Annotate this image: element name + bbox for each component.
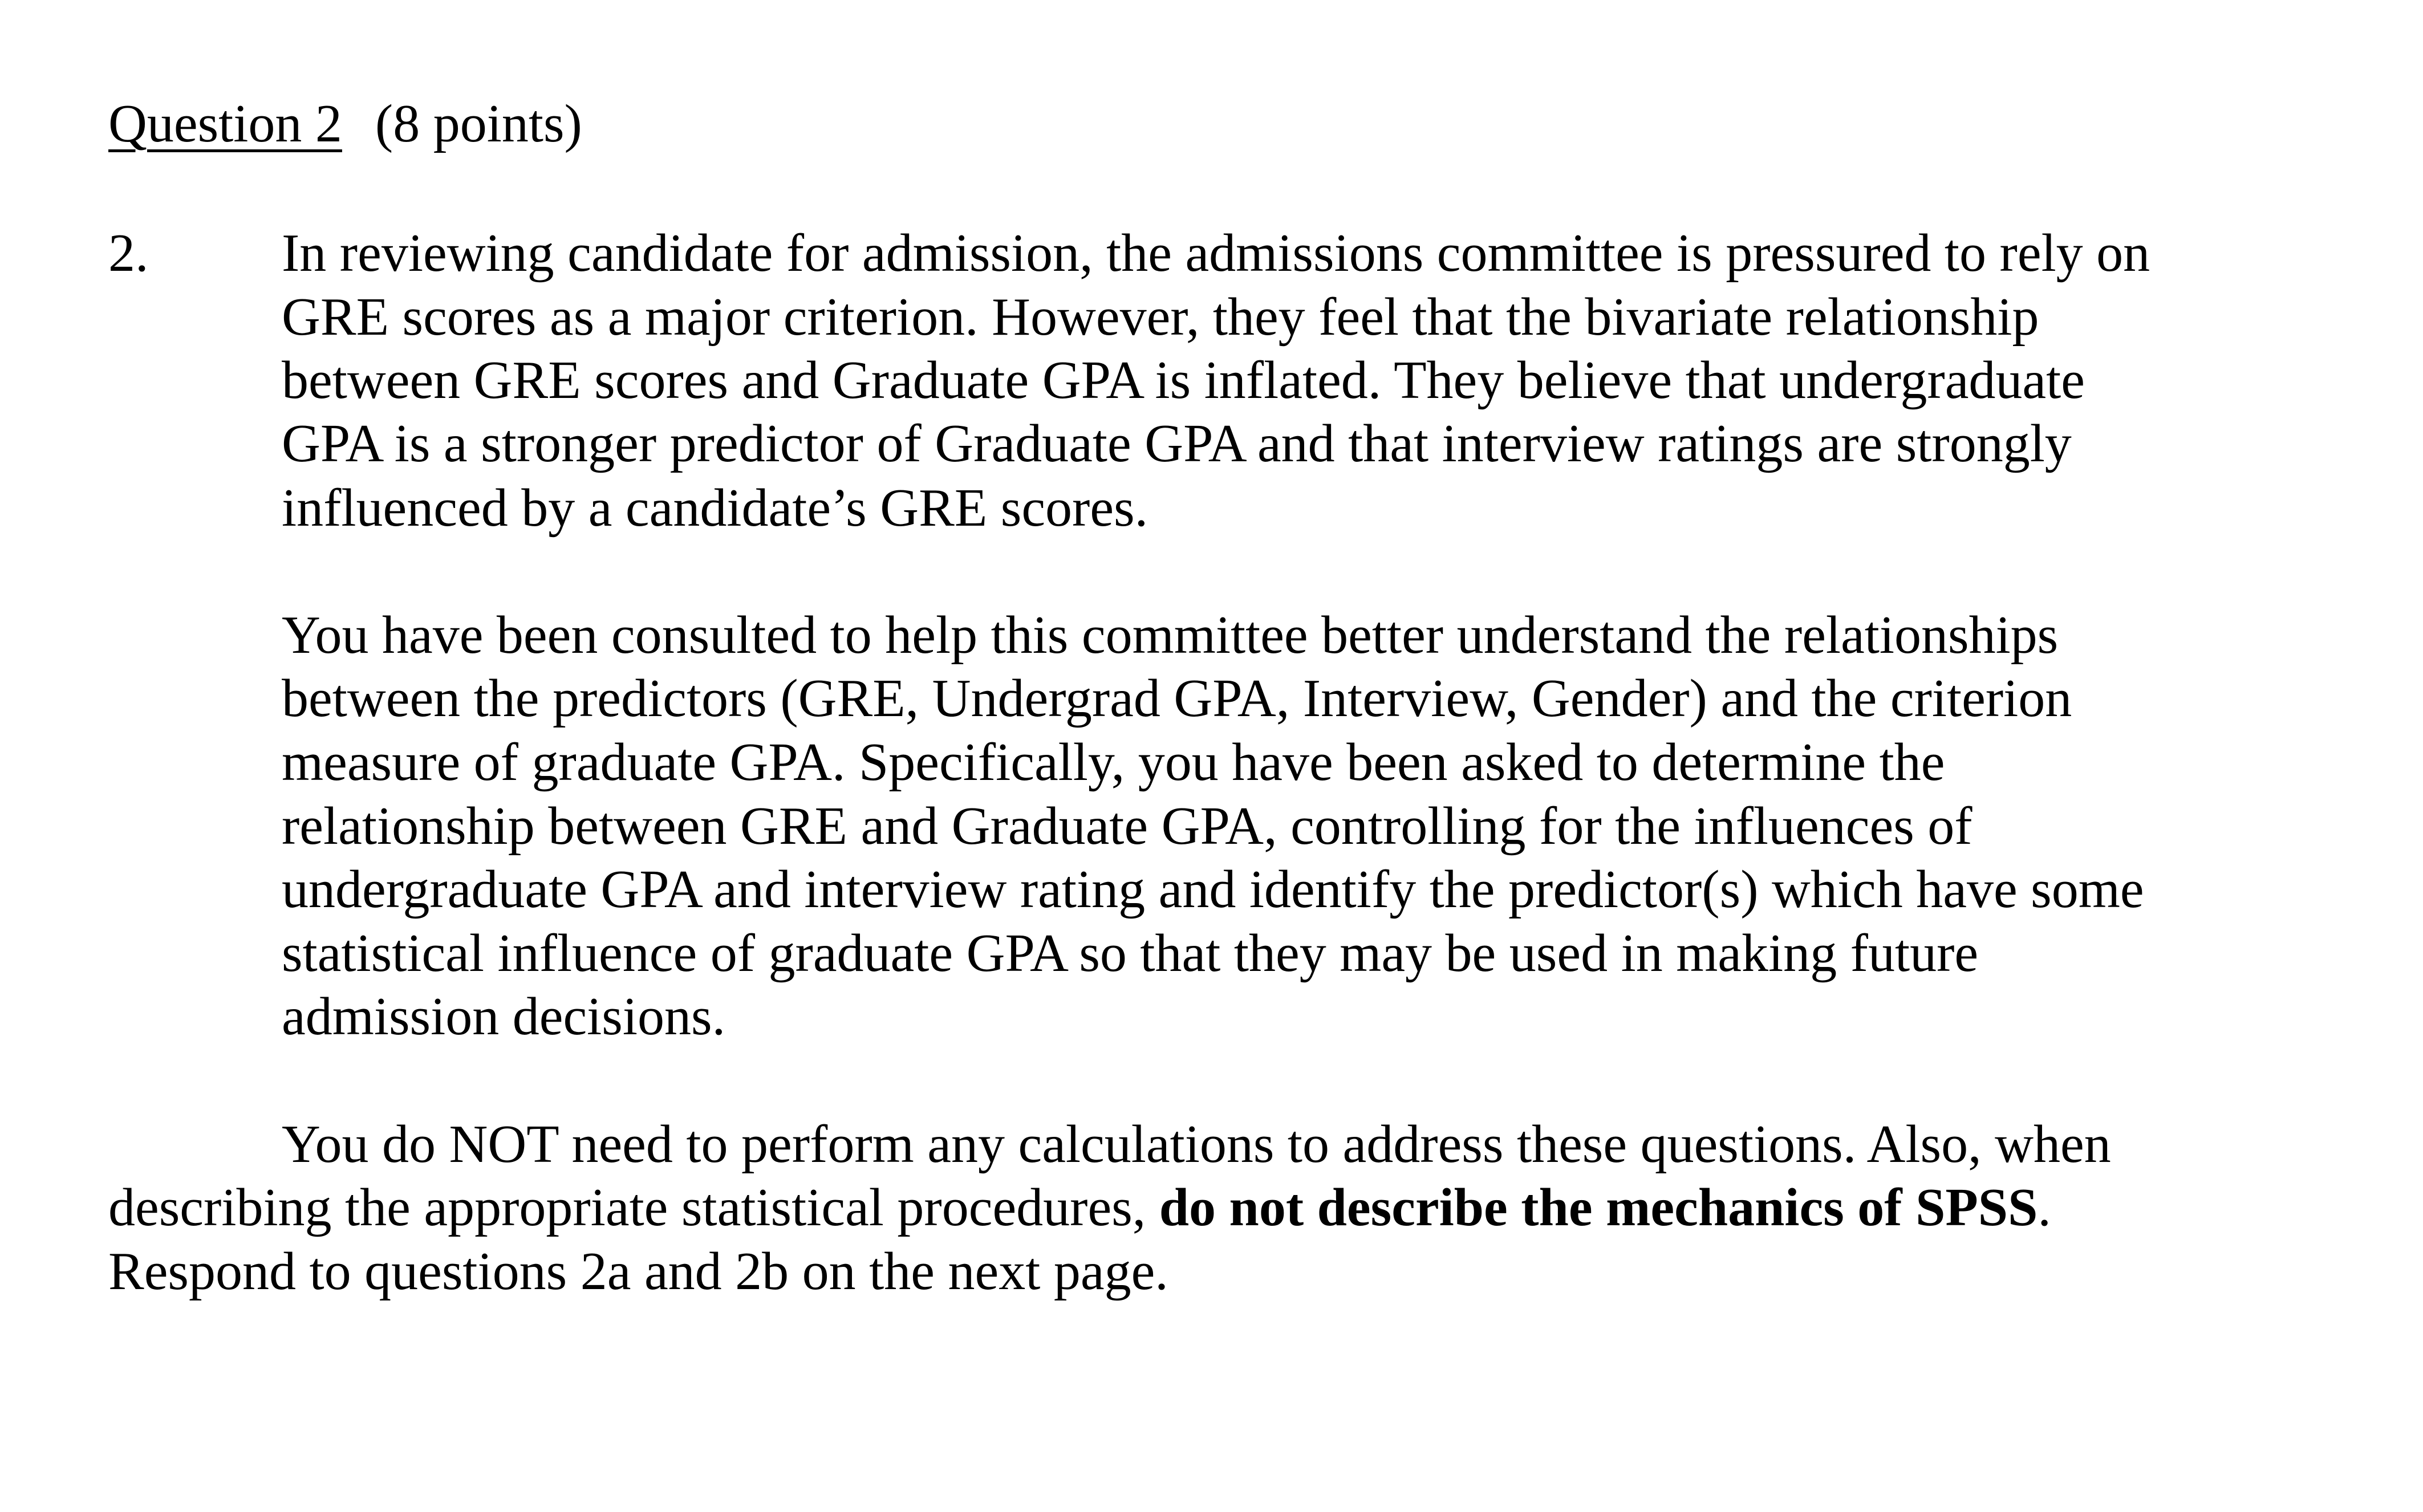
paragraph3-line: Respond to questions 2a and 2b on the next page. (108, 1242, 1168, 1301)
paragraph1-line: In reviewing candidate for admission, the admissions committee is pressured to rely on (282, 223, 2150, 283)
paragraph2-line: measure of graduate GPA. Specifically, you have been asked to determine the (282, 733, 1945, 792)
paragraph2-line: statistical influence of graduate GPA so that they may be used in making future (282, 924, 1979, 983)
paragraph2-line: between the predictors (GRE, Undergrad GPA, Interview, Gender) and the criterion (282, 669, 2072, 728)
question-points: (8 points) (375, 94, 582, 153)
paragraph3-line: You do NOT need to perform any calculations to address these questions. Also, when (282, 1115, 2111, 1174)
paragraph1-line: between GRE scores and Graduate GPA is inflated. They believe that undergraduate (282, 351, 2085, 410)
paragraph2-line: admission decisions. (282, 987, 726, 1046)
paragraph1-line: GRE scores as a major criterion. However, they feel that the bivariate relationship (282, 287, 2039, 347)
item-number: 2. (108, 223, 149, 283)
emphasis-text: do not describe the mechanics of SPSS (1159, 1178, 2038, 1237)
question-heading (108, 92, 582, 155)
paragraph1-line: GPA is a stronger predictor of Graduate GPA and that interview ratings are strongly (282, 414, 2072, 473)
paragraph2-line: relationship between GRE and Graduate GPA, controlling for the influences of (282, 796, 1973, 856)
question-title: Question 2 (108, 94, 342, 153)
paragraph3-text: . (2038, 1178, 2051, 1237)
paragraph3-line (108, 1176, 2051, 1239)
paragraph2-line: You have been consulted to help this committee better understand the relationships (282, 605, 2059, 665)
paragraph1-line: influenced by a candidate’s GRE scores. (282, 478, 1148, 538)
paragraph3-text: describing the appropriate statistical procedures, (108, 1178, 1159, 1237)
paragraph2-line: undergraduate GPA and interview rating and identify the predictor(s) which have some (282, 860, 2144, 919)
